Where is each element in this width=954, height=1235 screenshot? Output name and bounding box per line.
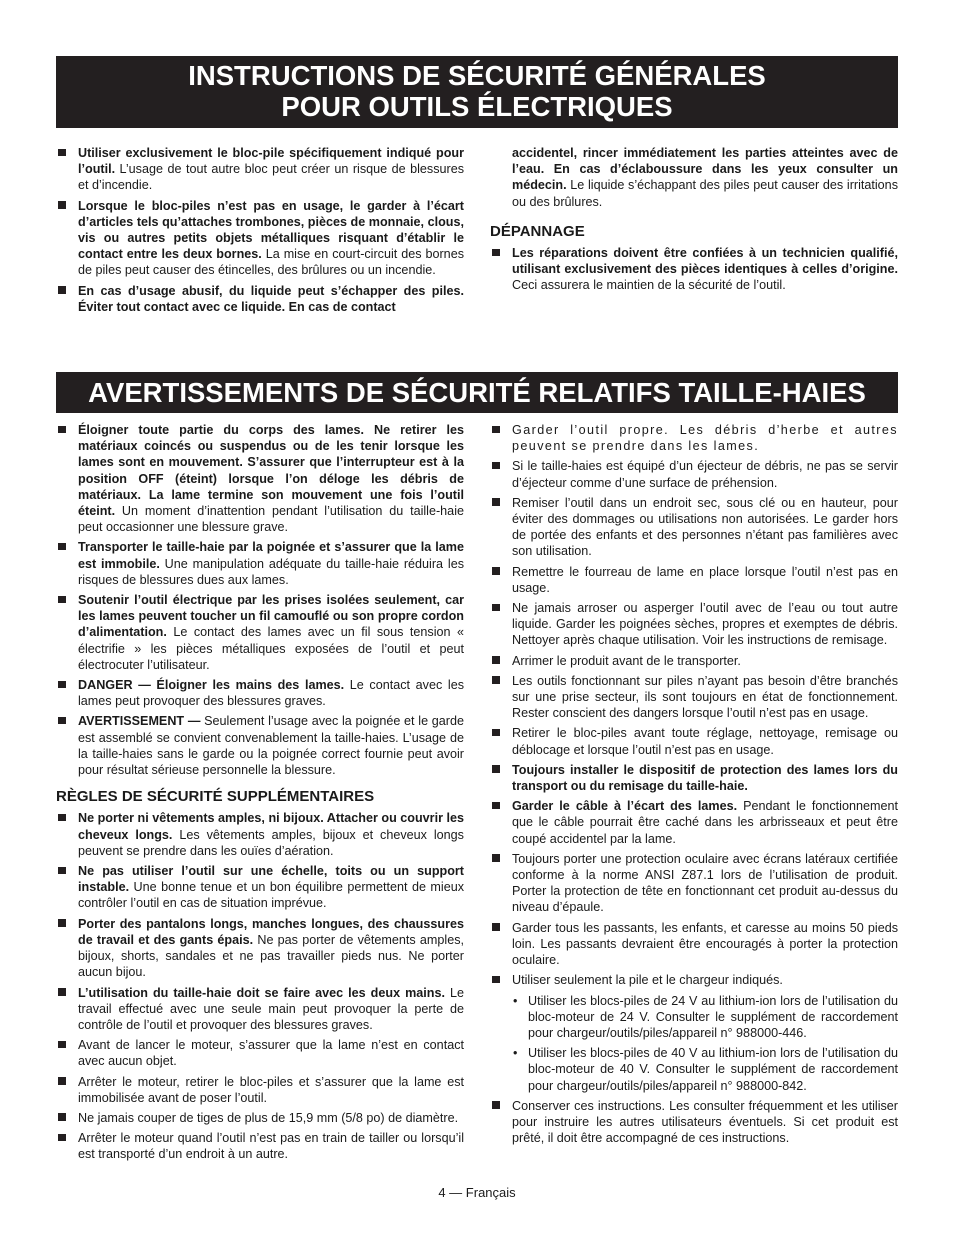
list-item: Retirer le bloc-piles avant toute réglage, nettoyage, remisage ou déblocage et lorsque l’outil n’est pas en usage. <box>490 725 898 757</box>
list-item: Arrêter le moteur, retirer le bloc-piles et s’assurer que la lame est immobilisée avant de poser l’outil. <box>56 1074 464 1106</box>
list-item: Toujours installer le dispositif de protection des lames lors du transport ou du remisage du taille-haie. <box>490 762 898 794</box>
bullet-square-icon <box>492 498 500 506</box>
bullet-square-icon <box>492 765 500 773</box>
general-safety-title-line2: POUR OUTILS ÉLECTRIQUES <box>281 91 673 122</box>
bullet-square-icon <box>58 286 66 294</box>
section2-left-column <box>56 422 464 1167</box>
list-item: Porter des pantalons longs, manches longues, des chaussures de travail et des gants épais. Ne pas porter de vêtements amples, bijoux, shorts, sandales et ne pas travailler pieds nus. Ne porter aucun bijou. <box>56 916 464 981</box>
bullet-square-icon <box>58 201 66 209</box>
list-item: Les réparations doivent être confiées à un technicien qualifié, utilisant exclusivement des pièces identiques à celles d’origine. Ceci assurera le maintien de la sécurité de l’outil. <box>490 245 898 294</box>
regles-heading: RÈGLES DE SÉCURITÉ SUPPLÉMENTAIRES <box>56 788 375 806</box>
bullet-square-icon <box>492 567 500 575</box>
list-item: Éloigner toute partie du corps des lames. Ne retirer les matériaux coincés ou suspendus ou de les tenir lorsque les lames sont en mouvement. S’assurer que l’interrupteur est à la position OFF (éteint) lorsque l’on déloge les débris de matériaux. La lame termine son mouvement une fois l’outil éteint. Un moment d’inattention pendant l’utilisation du taille-haie peut occasionner une blessure grave. <box>56 422 464 535</box>
list-item: Ne pas utiliser l’outil sur une échelle, toits ou un support instable. Une bonne tenue et un bon équilibre permettent de mieux contrôler l’outil en cas de situation imprévue. <box>56 863 464 912</box>
bullet-square-icon <box>492 802 500 810</box>
sub-list-item: • Utiliser les blocs-piles de 24 V au lithium-ion lors de l’utilisation du bloc-moteur de 24 V. Consulter le supplément de raccordement pour chargeur/outils/piles/appareil n° 988000-446. <box>513 993 898 1040</box>
list-item: Lorsque le bloc-piles n’est pas en usage, le garder à l’écart d’articles tels qu’attaches trombones, pièces de monnaie, clous, vis ou autres petits objets métalliques risquant d’établir le contact entre les deux bornes. La mise en court-circuit des bornes de piles peut causer des étincelles, des brûlures ou un incendie. <box>56 198 464 279</box>
general-safety-title-line1: INSTRUCTIONS DE SÉCURITÉ GÉNÉRALES <box>188 60 766 91</box>
bullet-square-icon <box>58 988 66 996</box>
section2-right-column <box>490 422 898 1150</box>
bullet-dot-icon: • <box>513 993 518 1008</box>
bullet-square-icon <box>58 919 66 927</box>
list-item: Arrimer le produit avant de le transporter. <box>490 653 898 669</box>
list-item: Si le taille-haies est équipé d’un éjecteur de débris, ne pas se servir d’éjecteur comme d’une surface de préhension. <box>490 458 898 490</box>
bullet-square-icon <box>492 729 500 737</box>
list-item: Transporter le taille-haie par la poignée et s’assurer que la lame est immobile. Une manipulation adéquate du taille-haie réduira les risques de blessures dues aux lames. <box>56 539 464 588</box>
bullet-square-icon <box>58 717 66 725</box>
list-item: AVERTISSEMENT — Seulement l’usage avec la poignée et le garde est assemblé se convient convenablement la taille-haies. L’usage de la taille-haies sans le garde ou la poignée correct fournie peut avoir pour résultat sérieuse personnelle la blessure. <box>56 713 464 778</box>
list-item: Ne jamais couper de tiges de plus de 15,9 mm (5/8 po) de diamètre. <box>56 1110 464 1126</box>
list-item: Conserver ces instructions. Les consulter fréquemment et les utiliser pour instruire les autres utilisateurs éventuels. Si cet produit est prêté, il doit être accompagné de ces instructions. <box>490 1098 898 1147</box>
list-item: Garder tous les passants, les enfants, et caresse au moins 50 pieds loin. Les passants devraient être encouragés à porter la protection oculaire. <box>490 920 898 969</box>
bullet-square-icon <box>492 676 500 684</box>
list-item: Utiliser exclusivement le bloc-pile spécifiquement indiqué pour l’outil. L’usage de tout autre bloc peut créer un risque de blessures et d’incendie. <box>56 145 464 194</box>
list-item: L’utilisation du taille-haie doit se faire avec les deux mains. Le travail effectué avec une seule main peut provoquer la perte de contrôle de l’outil et provoquer des blessures graves. <box>56 985 464 1034</box>
bullet-square-icon <box>58 543 66 551</box>
bullet-square-icon <box>58 867 66 875</box>
section1-right-column <box>490 145 898 298</box>
list-item: Remiser l’outil dans un endroit sec, sous clé ou en hauteur, pour éviter des dommages ou utilisations non autorisées. Le garder hors de portée des enfants et des personnes n’étant pas familières avec son utilisation. <box>490 495 898 560</box>
list-item-continuation: accidentel, rincer immédiatement les parties atteintes avec de l’eau. En cas d’éclaboussure dans les yeux consulter un médecin. Le liquide s’échappant des piles peut causer des irritations ou des brûlures. <box>512 146 898 209</box>
depannage-heading: DÉPANNAGE <box>490 222 585 240</box>
bullet-square-icon <box>58 149 66 157</box>
bullet-square-icon <box>492 426 500 434</box>
bullet-square-icon <box>58 1113 66 1121</box>
bullet-square-icon <box>492 604 500 612</box>
bullet-square-icon <box>58 1077 66 1085</box>
bullet-dot-icon: • <box>513 1046 518 1061</box>
list-item: Garder le câble à l’écart des lames. Pendant le fonctionnement que le câble pourrait être caché dans les arbrisseaux et peut être coupé accidentel par la lame. <box>490 798 898 847</box>
list-item: Garder l’outil propre. Les débris d’herbe et autres peuvent se prendre dans les lames. <box>490 422 898 454</box>
list-item: DANGER — Éloigner les mains des lames. Le contact avec les lames peut provoquer des blessures graves. <box>56 677 464 709</box>
bullet-square-icon <box>492 249 500 257</box>
hedge-trimmer-safety-title: AVERTISSEMENTS DE SÉCURITÉ RELATIFS TAILLE-HAIES <box>88 377 866 408</box>
bullet-square-icon <box>492 976 500 984</box>
list-item: En cas d’usage abusif, du liquide peut s’échapper des piles. Éviter tout contact avec ce liquide. En cas de contact <box>56 283 464 315</box>
bullet-square-icon <box>492 854 500 862</box>
list-item: Ne jamais arroser ou asperger l’outil avec de l’eau ou tout autre liquide. Garder les poignées sèches, propres et exemptes de débris. Nettoyer après chaque utilisation. Voir les instructions de remisage. <box>490 600 898 649</box>
hedge-trimmer-safety-banner <box>56 372 898 413</box>
page-footer: 4 — Français <box>438 1185 516 1200</box>
list-item: Les outils fonctionnant sur piles n’ayant pas besoin d’être branchés sur une prise secteur, ils sont toujours en état de fonctionnement. Rester conscient des dangers lorsque l’outil n’est pas en usage. <box>490 673 898 722</box>
bullet-square-icon <box>58 596 66 604</box>
list-item: Remettre le fourreau de lame en place lorsque l’outil n’est pas en usage. <box>490 564 898 596</box>
bullet-square-icon <box>492 462 500 470</box>
bullet-square-icon <box>492 923 500 931</box>
list-item: Soutenir l’outil électrique par les prises isolées seulement, car les lames peuvent toucher un fil camouflé ou son propre cordon d’alimentation. Le contact des lames avec un fil sous tension « électrifie » les pièces métalliques exposées de l’outil et peut électrocuter l’utilisateur. <box>56 592 464 673</box>
general-safety-banner <box>56 56 898 128</box>
list-item: Arrêter le moteur quand l’outil n’est pas en train de tailler ou lorsqu’il est transporté d’un endroit à un autre. <box>56 1130 464 1162</box>
list-item: Avant de lancer le moteur, s’assurer que la lame n’est en contact avec aucun objet. <box>56 1037 464 1069</box>
list-item: Toujours porter une protection oculaire avec écrans latéraux certifiée conforme à la norme ANSI Z87.1 lors de l’utilisation de produit. Porter la protection de tête en fonctionnant cet produit au-dessus du niveau d’épaule. <box>490 851 898 916</box>
bullet-square-icon <box>58 814 66 822</box>
list-item: Ne porter ni vêtements amples, ni bijoux. Attacher ou couvrir les cheveux longs. Les vêtements amples, bijoux et cheveux longs peuvent se prendre dans les ouïes d’aération. <box>56 810 464 859</box>
section1-left-column <box>56 145 464 319</box>
bullet-square-icon <box>58 681 66 689</box>
list-item: Utiliser seulement la pile et le chargeur indiqués. <box>490 972 898 988</box>
sub-list-item: • Utiliser les blocs-piles de 40 V au lithium-ion lors de l’utilisation du bloc-moteur de 40 V. Consulter le supplément de raccordement pour chargeur/outils/piles/appareil n° 988000-842. <box>513 1046 898 1093</box>
bullet-square-icon <box>58 1134 66 1142</box>
bullet-square-icon <box>492 656 500 664</box>
bullet-square-icon <box>58 1041 66 1049</box>
bullet-square-icon <box>492 1101 500 1109</box>
bullet-square-icon <box>58 426 66 434</box>
